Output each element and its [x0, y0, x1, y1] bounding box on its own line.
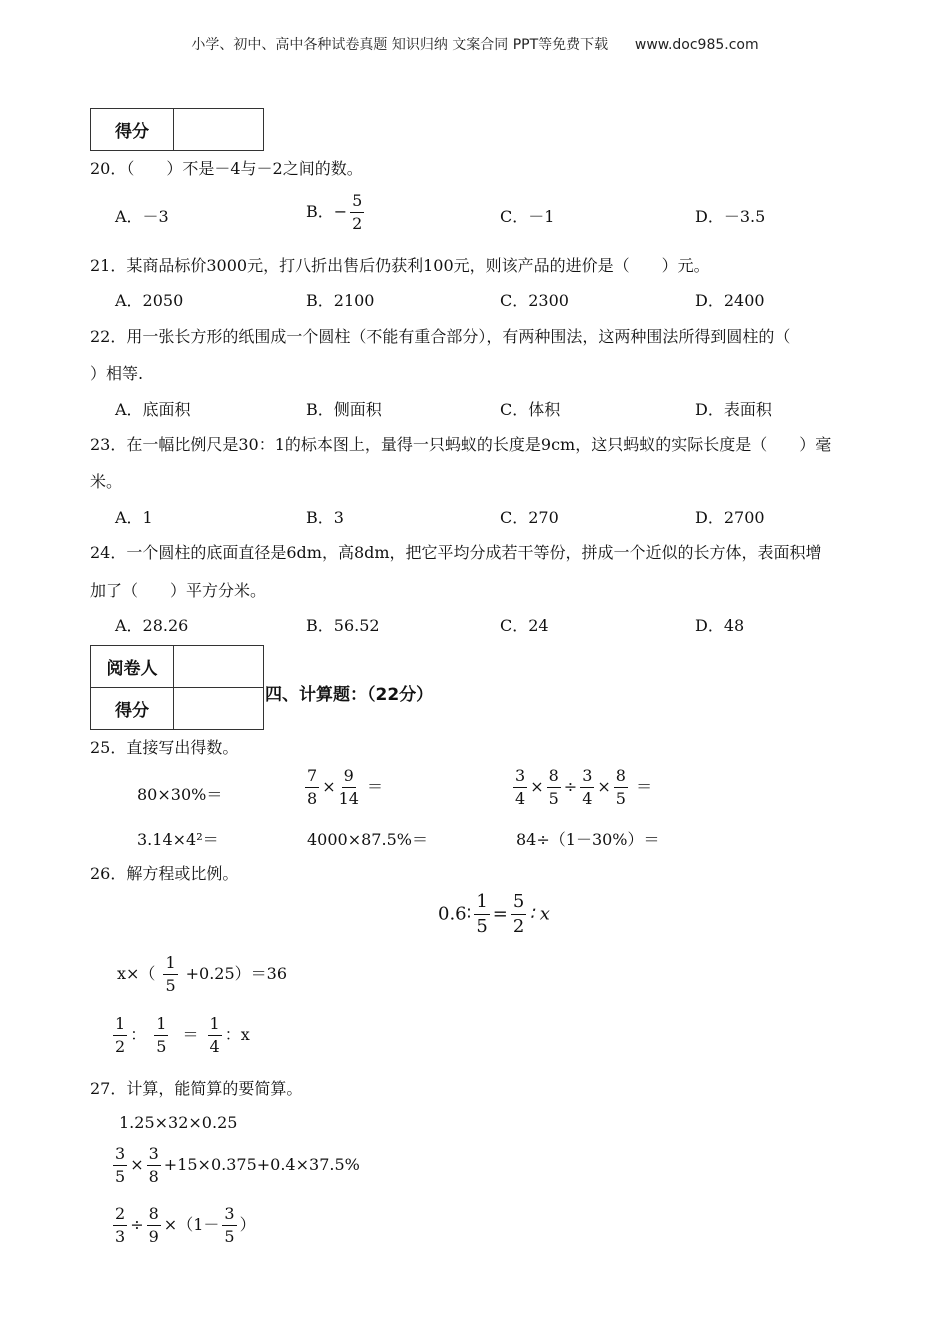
score-table-2 — [90, 645, 264, 730]
q24-option-d[interactable]: D．48 — [695, 616, 745, 635]
q25-expr-2: $\frac{7}{8}$ × $\frac{9}{14}$ ＝ — [307, 766, 384, 808]
q25-expr-6: 84÷（1－30%）＝ — [516, 830, 660, 849]
q24-option-c[interactable]: C．24 — [500, 616, 549, 635]
q24-stem-line1: 24．一个圆柱的底面直径是6dm，高8dm，把它平均分成若干等份，拼成一个近似的长方体，表面积增 — [90, 543, 822, 562]
q20-option-c[interactable]: C．－1 — [500, 207, 555, 226]
score-label: 得分 — [91, 688, 174, 730]
q21-stem: 21．某商品标价3000元，打八折出售后仍获利100元，则该产品的进价是（ ）元。 — [90, 256, 710, 275]
grader-box[interactable] — [174, 646, 264, 688]
q22-option-c[interactable]: C．体积 — [500, 400, 561, 419]
q20-option-b[interactable] — [306, 193, 367, 232]
q25-stem: 25．直接写出得数。 — [90, 738, 239, 757]
q22-stem-line2: ）相等. — [90, 364, 144, 383]
grader-label: 阅卷人 — [91, 646, 174, 688]
q22-option-d[interactable]: D．表面积 — [695, 400, 772, 419]
q26-eq-2: x×（ $\frac{1}{5}$ +0.25）＝36 — [117, 953, 288, 995]
q26-eq-3: $\frac{1}{2}$ ： $\frac{1}{5}$ ＝ $\frac{1}{4}$ ：x — [115, 1014, 250, 1056]
header-text: 小学、初中、高中各种试卷真题 知识归纳 文案合同 PPT等免费下载 — [191, 37, 609, 53]
q22-option-b[interactable]: B．侧面积 — [306, 400, 382, 419]
q27-expr-2: $\frac{3}{5}$ × $\frac{3}{8}$ +15×0.375+0.4×37.5% — [115, 1144, 360, 1186]
q22-option-a[interactable]: A．底面积 — [115, 400, 191, 419]
page-header — [0, 34, 950, 54]
q25-expr-3: $\frac{3}{4}$ × $\frac{8}{5}$ ÷ $\frac{3}{4}$ × $\frac{8}{5}$ ＝ — [515, 766, 653, 808]
q26-eq-1: 0.6∶ $\frac{1}{5}$ = $\frac{5}{2}$ ∶ x — [438, 891, 550, 937]
header-url: www.doc985.com — [634, 37, 759, 53]
q23-stem-line2: 米。 — [90, 472, 123, 491]
q27-expr-1: 1.25×32×0.25 — [119, 1113, 238, 1132]
q25-expr-4: 3.14×4²＝ — [137, 830, 219, 849]
q20-option-b-prefix: B．− — [306, 202, 348, 221]
q24-option-b[interactable]: B．56.52 — [306, 616, 380, 635]
score-box[interactable] — [174, 688, 264, 730]
q27-expr-3: $\frac{2}{3}$ ÷ $\frac{8}{9}$ ×（1－ $\frac{3}{5}$ ） — [115, 1204, 256, 1246]
q25-expr-5: 4000×87.5%＝ — [307, 830, 428, 849]
q21-option-d[interactable]: D．2400 — [695, 291, 765, 310]
q27-stem: 27．计算，能简算的要简算。 — [90, 1079, 303, 1098]
q26-stem: 26．解方程或比例。 — [90, 864, 239, 883]
q20-option-d[interactable]: D．－3.5 — [695, 207, 766, 226]
q24-stem-line2: 加了（ ）平方分米。 — [90, 581, 267, 600]
q25-expr-1: 80×30%＝ — [137, 785, 223, 804]
q20-stem: 20．（ ）不是－4与－2之间的数。 — [90, 159, 363, 178]
q22-stem-line1: 22．用一张长方形的纸围成一个圆柱（不能有重合部分），有两种围法，这两种围法所得到圆柱的（ — [90, 327, 791, 346]
section-4-title: 四、计算题：（22分） — [265, 685, 434, 705]
q20-option-a[interactable]: A．－3 — [115, 207, 169, 226]
q21-option-c[interactable]: C．2300 — [500, 291, 569, 310]
q23-option-c[interactable]: C．270 — [500, 508, 559, 527]
q21-option-a[interactable]: A．2050 — [115, 291, 184, 310]
q23-option-a[interactable]: A．1 — [115, 508, 153, 527]
q21-option-b[interactable]: B．2100 — [306, 291, 375, 310]
q24-option-a[interactable]: A．28.26 — [115, 616, 189, 635]
score-box[interactable] — [174, 109, 264, 151]
score-label: 得分 — [91, 109, 174, 151]
q23-option-b[interactable]: B．3 — [306, 508, 344, 527]
score-table-1 — [90, 108, 264, 151]
fraction: $\frac{5}{2}$ — [352, 191, 363, 233]
q23-stem-line1: 23．在一幅比例尺是30：1的标本图上，量得一只蚂蚁的长度是9cm，这只蚂蚁的实际长度是（ ）毫 — [90, 435, 832, 454]
q23-option-d[interactable]: D．2700 — [695, 508, 765, 527]
